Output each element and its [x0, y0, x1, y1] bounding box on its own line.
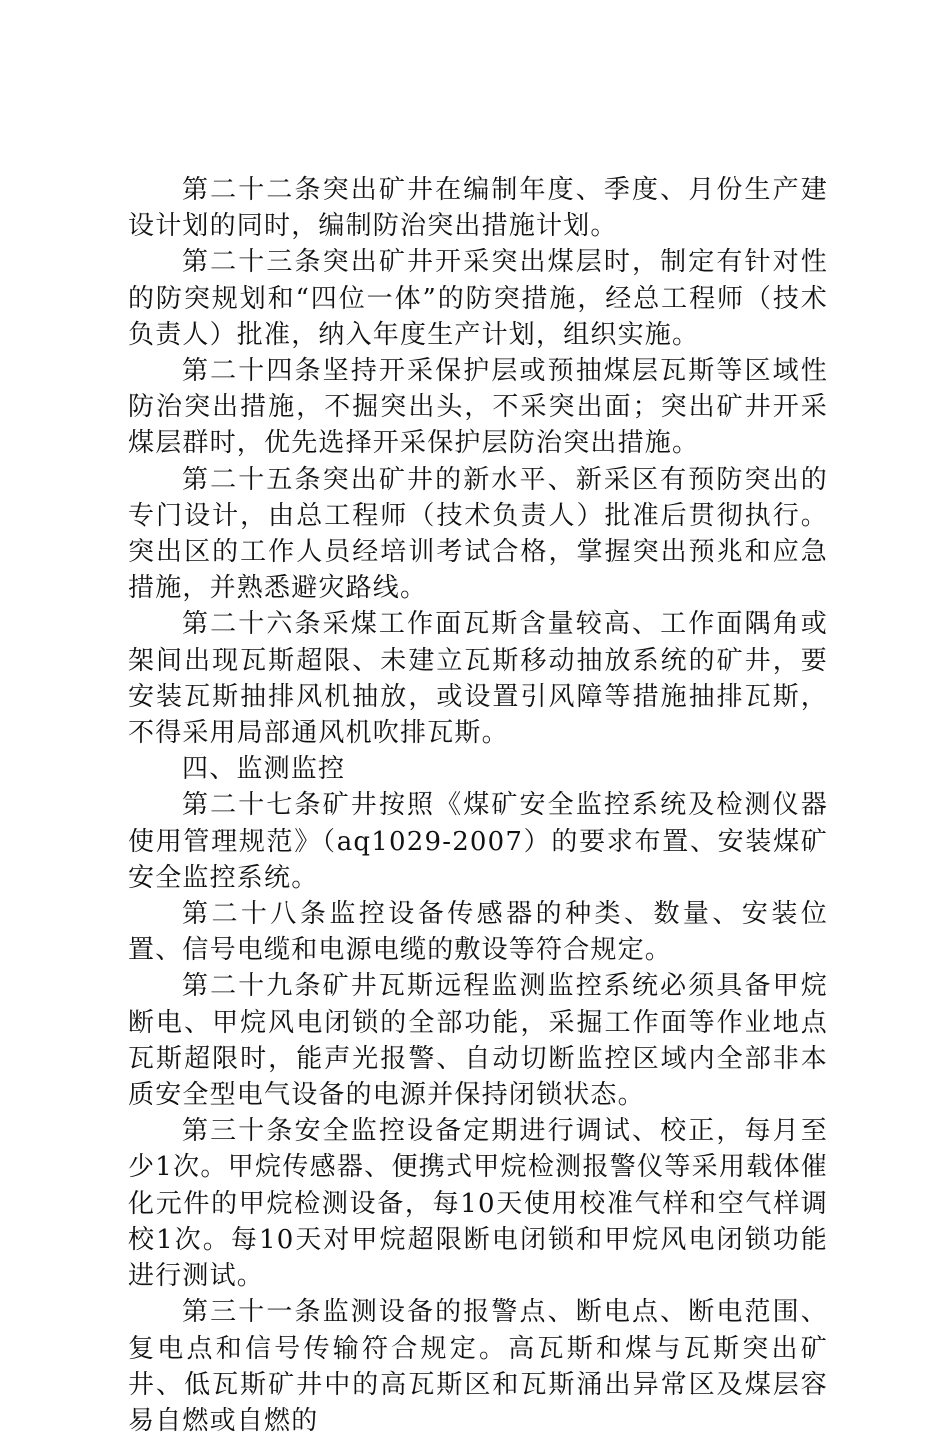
paragraph-article-23: 第二十三条突出矿井开采突出煤层时，制定有针对性的防突规划和“四位一体”的防突措施，经总工程师（技术负责人）批准，纳入年度生产计划，组织实施。	[128, 247, 828, 350]
paragraph-article-30: 第三十条安全监控设备定期进行调试、校正，每月至少1次。甲烷传感器、便携式甲烷检测报警仪等采用载体催化元件的甲烷检测设备，每10天使用校准气样和空气样调校1次。每10天对甲烷超限断电闭锁和甲烷风电闭锁功能进行测试。	[128, 1116, 828, 1292]
paragraph-article-25: 第二十五条突出矿井的新水平、新采区有预防突出的专门设计，由总工程师（技术负责人）批准后贯彻执行。突出区的工作人员经培训考试合格，掌握突出预兆和应急措施，并熟悉避灾路线。	[128, 464, 828, 604]
paragraph-article-27: 第二十七条矿井按照《煤矿安全监控系统及检测仪器使用管理规范》（aq1029-2007）的要求布置、安装煤矿安全监控系统。	[128, 790, 828, 893]
paragraph-article-22: 第二十二条突出矿井在编制年度、季度、月份生产建设计划的同时，编制防治突出措施计划。	[128, 175, 828, 242]
paragraph-article-28: 第二十八条监控设备传感器的种类、数量、安装位置、信号电缆和电源电缆的敷设等符合规定。	[128, 899, 828, 966]
paragraph-article-24: 第二十四条坚持开采保护层或预抽煤层瓦斯等区域性防治突出措施，不掘突出头，不采突出面；突出矿井开采煤层群时，优先选择开采保护层防治突出措施。	[128, 356, 828, 459]
document-body	[128, 172, 828, 1439]
paragraph-article-26: 第二十六条采煤工作面瓦斯含量较高、工作面隅角或架间出现瓦斯超限、未建立瓦斯移动抽放系统的矿井，要安装瓦斯抽排风机抽放，或设置引风障等措施抽排瓦斯，不得采用局部通风机吹排瓦斯。	[128, 609, 828, 749]
paragraph-article-31: 第三十一条监测设备的报警点、断电点、断电范围、复电点和信号传输符合规定。高瓦斯和煤与瓦斯突出矿井、低瓦斯矿井中的高瓦斯区和瓦斯涌出异常区及煤层容易自燃或自燃的	[128, 1297, 828, 1436]
paragraph-article-29: 第二十九条矿井瓦斯远程监测监控系统必须具备甲烷断电、甲烷风电闭锁的全部功能，采掘工作面等作业地点瓦斯超限时，能声光报警、自动切断监控区域内全部非本质安全型电气设备的电源并保持闭锁状态。	[128, 971, 828, 1111]
section-heading-monitoring: 四、监测监控	[182, 754, 346, 785]
